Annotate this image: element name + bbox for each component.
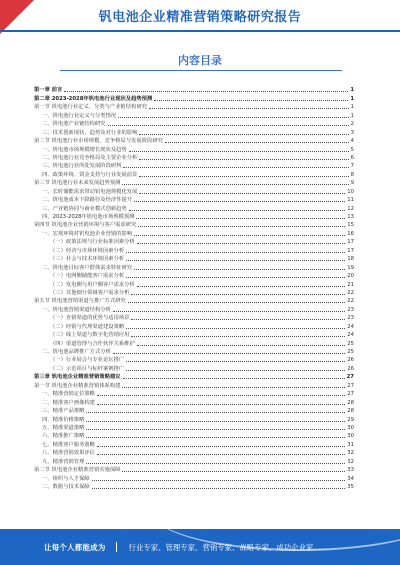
toc-entry-page: 1 [350, 104, 354, 111]
toc-entry[interactable] [34, 196, 354, 204]
toc-entry-text: 一、钒电池市场规模增长现状及趋势 [42, 146, 127, 153]
toc-leader-dots [97, 454, 345, 455]
toc-entry-page: 6 [350, 154, 354, 161]
toc-entry[interactable] [34, 381, 354, 389]
toc-entry-text: 第二节 钒电池行业市场规模、竞争格局与发展阶段研究 [34, 138, 163, 145]
toc-entry[interactable] [34, 120, 354, 128]
toc-entry-text: （二）发电侧与用户侧客户需求分析 [50, 281, 135, 288]
toc-leader-dots [137, 286, 345, 287]
toc-entry-text: （一）电网侧储能客户需求分析 [50, 273, 125, 280]
toc-entry[interactable] [34, 289, 354, 297]
toc-entry-page: 9 [350, 180, 354, 187]
toc-leader-dots [122, 387, 345, 388]
toc-entry-text: 二、钒电池目标客户群体需求特征研究 [42, 264, 133, 271]
toc-entry[interactable] [34, 322, 354, 330]
toc-entry-page: 4 [350, 138, 354, 145]
toc-entry[interactable] [34, 314, 354, 322]
toc-entry-text: （三）其他细分领域客户需求分析 [50, 289, 130, 296]
toc-leader-dots [129, 210, 345, 211]
toc-entry-page: 26 [347, 357, 354, 364]
toc-entry[interactable] [34, 137, 354, 145]
toc-leader-dots [126, 277, 345, 278]
toc-entry-page: 23 [347, 315, 354, 322]
toc-entry[interactable] [34, 229, 354, 237]
toc-entry-text: （三）社会与技术环境因素分析 [50, 256, 125, 263]
toc-entry[interactable] [34, 128, 354, 136]
toc-entry-page: 24 [347, 323, 354, 330]
toc-leader-dots [131, 319, 345, 320]
toc-leader-dots [123, 378, 345, 379]
report-title: 钒电池企业精准营销策略研究报告 [98, 9, 302, 25]
toc-entry[interactable] [34, 170, 354, 178]
toc-entry-text: 七、精准客户服务策略 [42, 441, 95, 448]
toc-leader-dots [86, 437, 345, 438]
report-header [0, 0, 400, 30]
toc-leader-dots [126, 252, 345, 253]
toc-leader-dots [97, 395, 345, 396]
toc-entry[interactable] [34, 390, 354, 398]
toc-entry-text: （一）行业展会与专业论坛推广 [50, 357, 125, 364]
toc-leader-dots [118, 117, 348, 118]
toc-entry-page: 27 [347, 391, 354, 398]
toc-entry-text: （四）渠道管理与合作伙伴关系维护 [50, 340, 135, 347]
toc-entry-text: 四、精准价格策略 [42, 416, 85, 423]
toc-entry-page: 19 [347, 264, 354, 271]
toc-entry-page: 23 [347, 306, 354, 313]
toc-leader-dots [126, 328, 345, 329]
toc-leader-dots [131, 294, 345, 295]
toc-entry[interactable] [34, 154, 354, 162]
footer-description: 行业专家、管理专家、营销专家、战略专家、成功企业家…… [128, 542, 329, 552]
toc-entry-text: （一）政策法规与行业标准因素分析 [50, 239, 135, 246]
toc-entry-text: （二）示范项目与标杆案例推广 [50, 365, 125, 372]
toc-entry-text: 三、产业链协同与商业模式创新趋势 [42, 205, 127, 212]
toc-title: 内容目录 [178, 54, 222, 67]
footer-banner [0, 529, 400, 565]
toc-entry-page: 1 [350, 87, 354, 94]
toc-entry[interactable] [34, 415, 354, 423]
footer-slogan-text: 让每个人都能成为 [44, 542, 106, 552]
footer-slogan [0, 529, 328, 565]
toc-leader-dots [86, 463, 345, 464]
toc-entry[interactable] [34, 398, 354, 406]
toc-entry-text: 六、精准推广策略 [42, 433, 85, 440]
toc-entry-page: 3 [350, 129, 354, 136]
toc-entry[interactable] [34, 373, 354, 381]
toc-leader-dots [97, 404, 345, 405]
toc-entry-page: 27 [346, 374, 354, 381]
toc-entry-text: 第一节 钒电池企业精准营销体系构建 [34, 382, 121, 389]
toc-leader-dots [123, 167, 348, 168]
toc-entry[interactable] [34, 272, 354, 280]
toc-entry-text: 三、钒电池行业所处发展阶段研判 [42, 163, 122, 170]
toc-entry[interactable] [34, 238, 354, 246]
toc-entry-page: 26 [347, 365, 354, 372]
toc-entry-page: 32 [347, 458, 354, 465]
toc-entry-page: 22 [347, 289, 354, 296]
toc-entry-page: 8 [350, 171, 354, 178]
toc-entry[interactable] [34, 348, 354, 356]
toc-leader-dots [122, 184, 348, 185]
toc-entry-text: 一、长时储能需求带动钒电池规模化发展 [42, 188, 138, 195]
toc-leader-dots [137, 243, 345, 244]
toc-entry-page: 28 [347, 399, 354, 406]
toc-entry-page: 12 [347, 205, 354, 212]
toc-leader-dots [126, 361, 345, 362]
toc-leader-dots [134, 269, 345, 270]
toc-entry-page: 25 [347, 340, 354, 347]
toc-entry-page: 30 [347, 424, 354, 431]
toc-leader-dots [86, 421, 345, 422]
toc-entry[interactable] [34, 449, 354, 457]
toc-entry-text: 第五节 钒电池营销渠道与推广方式研究 [34, 298, 126, 305]
toc-entry-text: 二、数据与技术保障 [42, 484, 90, 490]
toc-entry-text: 一、组织与人才保障 [42, 475, 90, 482]
toc-entry-text: 四、2023-2028年钒电池市场规模预测 [42, 214, 135, 220]
toc-entry-page: 16 [347, 230, 354, 237]
toc-entry-text: 一、钒电池营销渠道结构分析 [42, 306, 111, 313]
toc-entry-page: 21 [347, 281, 354, 288]
toc-entry-text: 三、技术创新现状、趋势及对行业的影响 [42, 129, 138, 136]
toc-entry-page: 20 [347, 273, 354, 280]
toc-entry-page: 15 [347, 222, 354, 229]
toc-entry-page: 25 [347, 349, 354, 355]
toc-entry-page: 2 [350, 121, 354, 128]
toc-entry[interactable] [34, 111, 354, 119]
header-divider [0, 30, 400, 32]
toc-entry-text: 第二节 钒电池企业精准营销实施保障 [34, 467, 121, 474]
toc-entry-page: 11 [347, 197, 354, 204]
toc-leader-dots [97, 446, 345, 447]
toc-leader-dots [149, 108, 349, 109]
toc-entry-page: 5 [350, 146, 354, 153]
toc-entry[interactable] [34, 204, 354, 212]
toc-entry-text: 一、精准营销定位策略 [42, 391, 95, 398]
toc-leader-dots [134, 201, 345, 202]
toc-entry-page: 10 [347, 188, 354, 195]
toc-leader-dots [86, 412, 345, 413]
toc-entry-page: 22 [347, 298, 354, 305]
toc-leader-dots [139, 176, 348, 177]
toc-entry-page: 17 [347, 239, 354, 246]
table-of-contents [34, 86, 354, 491]
toc-entry-text: 四、政策环境、资金支持与行业发展前景 [42, 171, 138, 178]
toc-leader-dots [126, 260, 345, 261]
toc-entry-page: 1 [350, 112, 354, 119]
toc-entry-text: 一、钒电池行业定义与分类情况 [42, 112, 117, 119]
toc-leader-dots [108, 125, 349, 126]
toc-leader-dots [139, 134, 348, 135]
toc-entry-text: 二、钒电池成本下降路径及经济性提升 [42, 197, 133, 204]
toc-entry-text: 一、宏观环境对钒电池企业营销的影响 [42, 230, 133, 237]
toc-entry-text: 第三节 钒电池行业未来发展趋势预测 [34, 180, 121, 187]
toc-entry[interactable] [34, 103, 354, 111]
toc-entry[interactable] [34, 94, 354, 102]
toc-leader-dots [138, 226, 345, 227]
toc-entry-page: 24 [347, 332, 354, 339]
toc-leader-dots [113, 353, 345, 354]
toc-entry[interactable] [34, 162, 354, 170]
toc-entry-text: 二、钒电池品牌推广方式分析 [42, 349, 111, 355]
toc-entry-text: 五、精准渠道策略 [42, 424, 85, 431]
toc-leader-dots [128, 302, 346, 303]
toc-entry[interactable] [34, 246, 354, 254]
toc-entry[interactable] [34, 213, 354, 221]
toc-leader-dots [134, 235, 345, 236]
toc-entry-page: 34 [347, 475, 354, 482]
toc-leader-dots [113, 311, 345, 312]
toc-entry-text: 二、精准客户画像构建 [42, 399, 95, 406]
toc-entry-text: （三）线上渠道与数字化营销应用 [50, 332, 130, 339]
toc-entry-text: 第一章 前言 [34, 87, 63, 94]
toc-leader-dots [139, 193, 345, 194]
toc-entry[interactable] [34, 424, 354, 432]
toc-entry-text: 第四节 钒电池企业营销环境与客户需求研究 [34, 222, 137, 229]
toc-entry-text: 第一节 钒电池行业定义、分类与产业链结构研究 [34, 104, 147, 111]
toc-leader-dots [137, 345, 345, 346]
toc-title-divider [60, 70, 342, 71]
toc-entry-text: 二、钒电池产业链结构研究 [42, 121, 106, 128]
toc-entry-text: 八、精准营销效果评估 [42, 450, 95, 457]
toc-entry[interactable] [34, 331, 354, 339]
toc-entry-page: 33 [347, 467, 354, 474]
toc-leader-dots [126, 370, 345, 371]
toc-entry[interactable] [34, 432, 354, 440]
toc-entry[interactable] [34, 255, 354, 263]
toc-leader-dots [129, 151, 349, 152]
toc-entry[interactable] [34, 364, 354, 372]
toc-entry[interactable] [34, 221, 354, 229]
toc-entry-page: 13 [347, 214, 354, 220]
toc-entry[interactable] [34, 86, 354, 94]
toc-entry-page: 17 [347, 247, 354, 254]
toc-entry[interactable] [34, 297, 354, 305]
toc-entry-page: 32 [347, 450, 354, 457]
toc-leader-dots [86, 429, 345, 430]
toc-entry-text: （二）经销与代理渠道建设策略 [50, 323, 125, 330]
toc-entry[interactable] [34, 440, 354, 448]
toc-entry-text: 第三章 钒电池企业精准营销策略建议 [34, 374, 121, 381]
toc-entry-text: 九、精准营销管理 [42, 458, 85, 465]
toc-entry-text: 第二章 2023-2028年钒电池行业现状及趋势预测 [34, 95, 153, 102]
toc-leader-dots [154, 100, 348, 101]
toc-entry-text: （二）经济与市场环境因素分析 [50, 247, 125, 254]
toc-entry-page: 18 [347, 256, 354, 263]
toc-leader-dots [64, 91, 348, 92]
toc-entry[interactable] [34, 187, 354, 195]
toc-entry[interactable] [34, 457, 354, 465]
toc-entry-text: 二、钒电池行业竞争格局及主要企业分析 [42, 154, 138, 161]
toc-entry[interactable] [34, 339, 354, 347]
toc-entry-page: 28 [347, 408, 354, 415]
toc-entry-text: 三、精准产品策略 [42, 408, 85, 415]
toc-entry-page: 31 [347, 441, 354, 448]
toc-entry[interactable] [34, 263, 354, 271]
toc-entry-page: 1 [350, 95, 354, 102]
toc-leader-dots [139, 159, 348, 160]
toc-entry-page: 7 [350, 163, 354, 170]
footer-separator [116, 542, 117, 552]
toc-entry[interactable] [34, 280, 354, 288]
toc-leader-dots [131, 336, 345, 337]
toc-entry[interactable] [34, 356, 354, 364]
toc-entry-page: 30 [347, 433, 354, 440]
toc-entry[interactable] [34, 407, 354, 415]
toc-entry[interactable] [34, 179, 354, 187]
toc-leader-dots [136, 218, 345, 219]
toc-entry-text: （一）直销渠道的优势与适用场景 [50, 315, 130, 322]
toc-entry-page: 27 [347, 382, 354, 389]
toc-entry[interactable] [34, 145, 354, 153]
toc-entry-page: 29 [347, 416, 354, 423]
toc-entry-page: 35 [347, 484, 354, 490]
toc-leader-dots [165, 142, 349, 143]
toc-entry[interactable] [34, 305, 354, 313]
